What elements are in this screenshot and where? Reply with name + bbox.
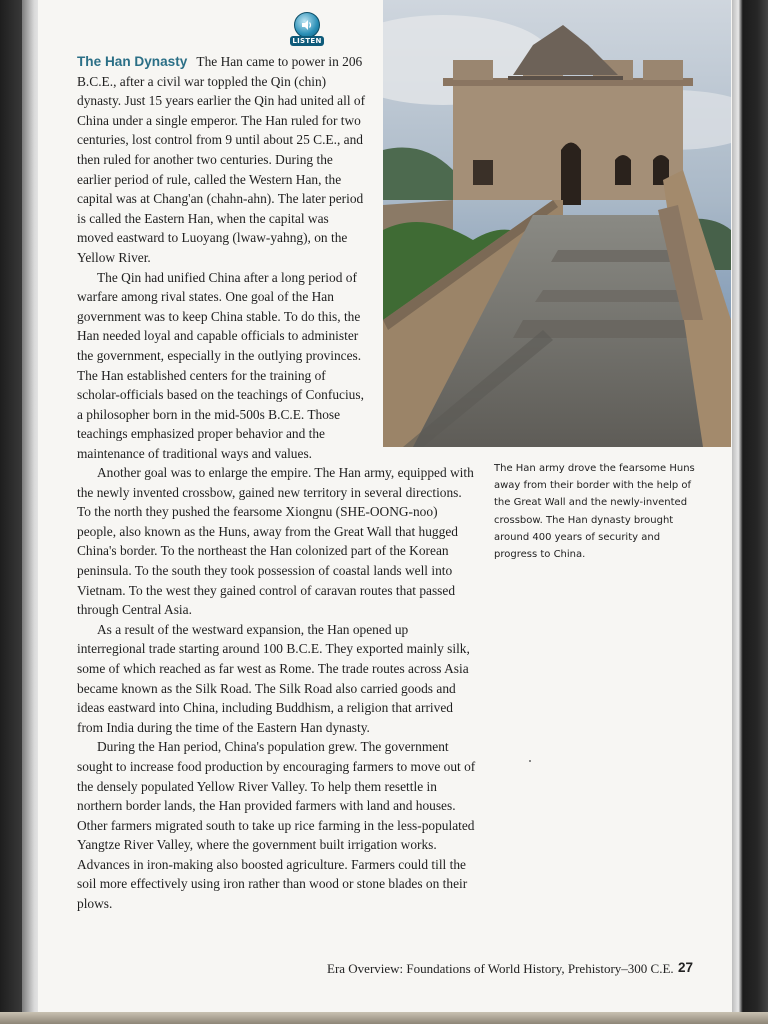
paragraph-4: As a result of the westward expansion, the Han opened up interregional trade starting around 100 B.C.E. They exported mainly silk, some of which reached as far west as Rome. The trade routes across Asia became known as the Silk Road. The Silk Road also carried goods and ideas eastward into China, including Buddhism, a religion that arrived from India during the time of the Eastern Han dynasty. [77,621,470,735]
great-wall-photo [383,0,731,447]
paragraph-2: The Qin had unified China after a long period of warfare among rival states. One goal of the Han government was to keep China stable. To do this, the Han needed loyal and capable officials to administer the government, especially in the outlying provinces. The Han established centers for the training of scholar-officials based on the teachings of Confucius, a philosopher born in the mid-500s B.C.E. Those teachings emphasized proper behavior and the maintenance of traditional ways and values. [77,269,364,461]
scan-speck [529,760,531,762]
page-edge [732,0,768,1024]
section-heading: The Han Dynasty [77,54,188,69]
listen-button[interactable] [290,12,324,48]
photo-caption: The Han army drove the fearsome Huns away from their border with the help of the Great Wall and the newly-invented crossbow. The Han dynasty brought around 400 years of security and progress to China. [494,463,695,561]
page-bottom-edge [0,1012,768,1024]
paragraph-1-text: The Han came to power in 206 B.C.E., after a civil war toppled the Qin (chin) dynasty. Just 15 years earlier the Qin had united all of China under a single emperor. The Han ruled for two centuries, lost control from 9 until about 25 C.E., and then ruled for another two centuries. During the earlier period of rule, called the Western Han, the capital was at Chang'an (chahn-ahn). The later period is called the Eastern Han, when the capital was moved eastward to Luoyang (lwaw-yahng), on the Yellow River. [77,54,366,265]
text-column-bottom [77,463,477,914]
listen-label: LISTEN [290,36,324,46]
paragraph-1 [77,52,367,268]
speaker-icon [300,18,314,32]
text-column-top [77,52,367,463]
paragraph-5: During the Han period, China's population grew. The government sought to increase food production by encouraging farmers to move out of the densely populated Yellow River Valley. To help them resettle in northern border lands, the Han provided farmers with land and houses. Other farmers migrated south to take up rice farming in the less-populated Yangtze River Valley, where the government built irrigation works. Advances in iron-making also boosted agriculture. Farmers could till the soil more effectively using iron rather than wood or stone blades on their plows. [77,739,476,912]
page-number: 27 [678,960,694,975]
running-footer: Era Overview: Foundations of World History, Prehistory–300 C.E. [327,961,674,976]
paragraph-3: Another goal was to enlarge the empire. The Han army, equipped with the newly invented crossbow, gained new territory in several directions. To the north they pushed the fearsome Xiongnu (SHE-OONG-noo) people, also known as the Huns, away from the Great Wall that hugged China's border. To the northeast the Han colonized part of the Korean peninsula. To the south they took possession of coastal lands well into Vietnam. To the west they gained control of caravan routes that passed through Central Asia. [77,465,474,618]
